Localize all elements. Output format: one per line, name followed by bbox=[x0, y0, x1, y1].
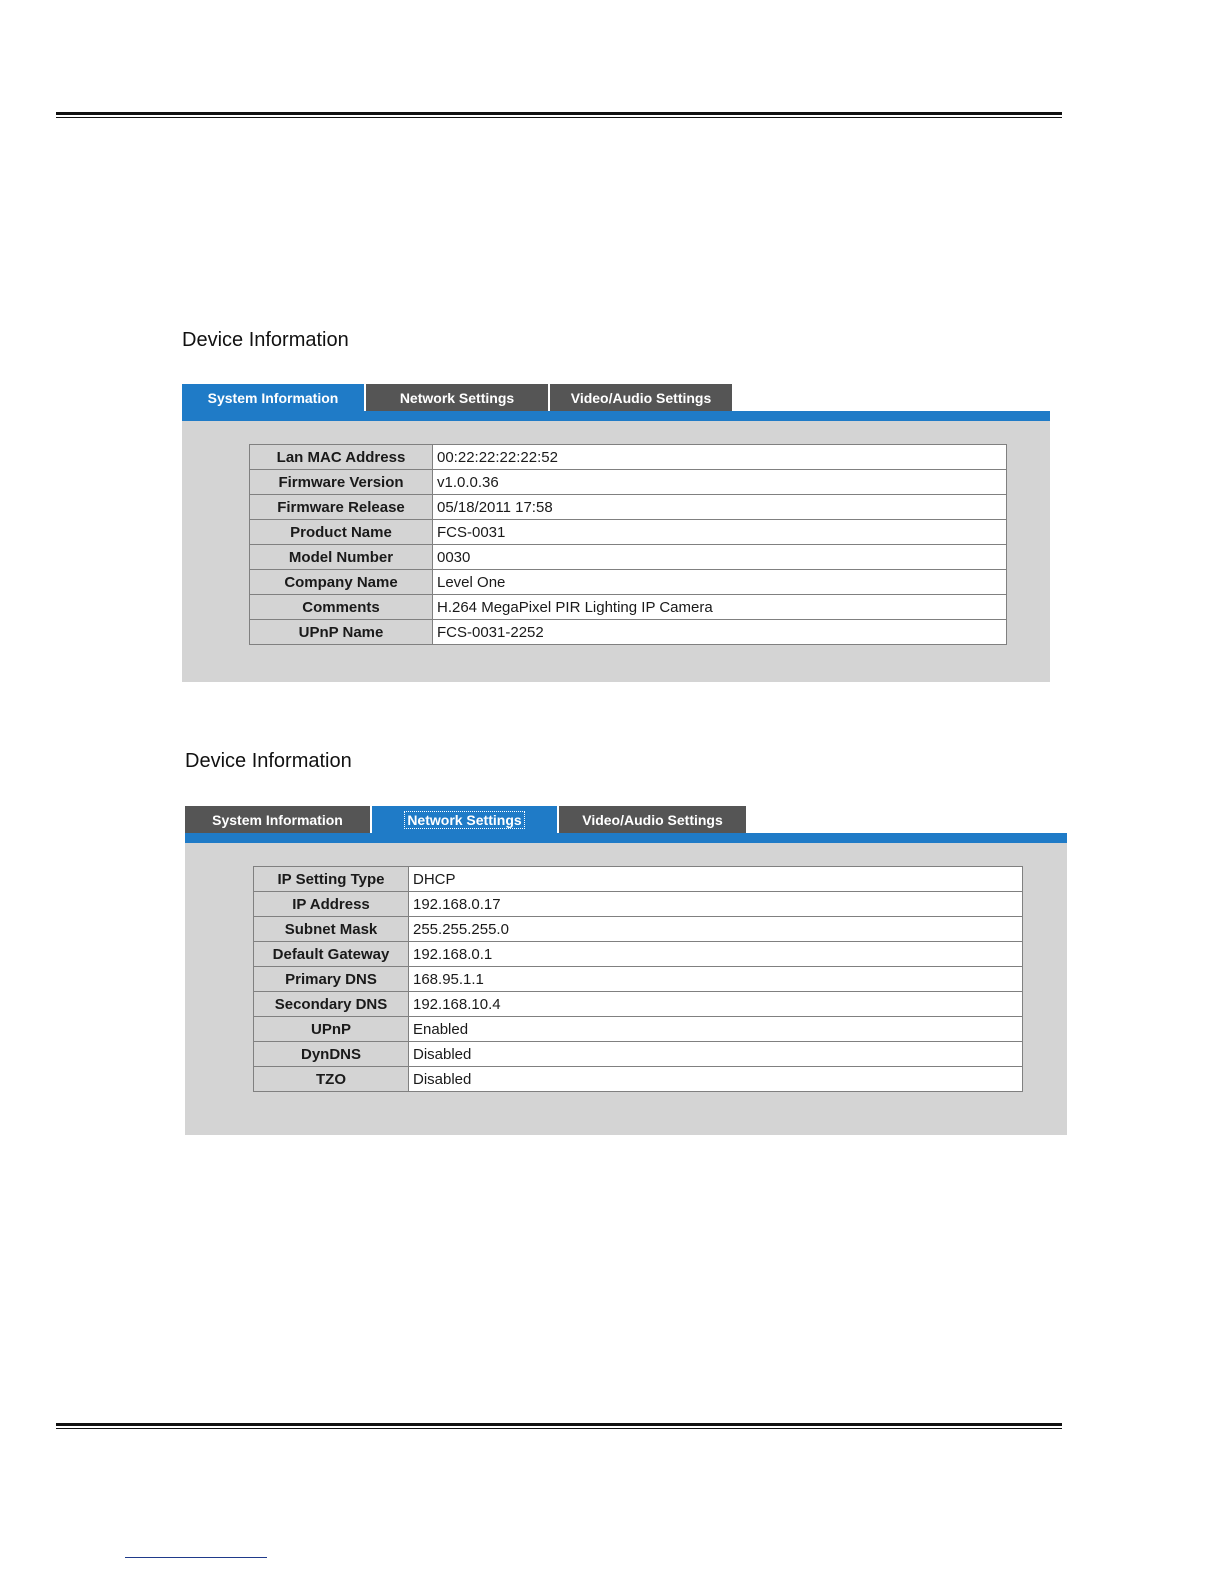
header-rule bbox=[56, 112, 1062, 118]
table-row bbox=[250, 445, 1007, 470]
row-value: 168.95.1.1 bbox=[409, 967, 1023, 992]
tab-video-audio-settings[interactable] bbox=[550, 384, 732, 412]
table-row bbox=[254, 1017, 1023, 1042]
row-label: Subnet Mask bbox=[254, 917, 409, 942]
tab-label: Network Settings bbox=[404, 811, 524, 829]
row-value: 192.168.10.4 bbox=[409, 992, 1023, 1017]
system-information-panel bbox=[182, 384, 1050, 682]
row-value: FCS-0031-2252 bbox=[433, 620, 1007, 645]
panel2-tab-underline bbox=[185, 833, 1067, 843]
tab-system-information[interactable] bbox=[185, 806, 370, 834]
row-value: v1.0.0.36 bbox=[433, 470, 1007, 495]
row-value: FCS-0031 bbox=[433, 520, 1007, 545]
row-value: Disabled bbox=[409, 1042, 1023, 1067]
table-row bbox=[250, 545, 1007, 570]
footer-link-underline bbox=[125, 1557, 267, 1558]
row-label: Firmware Version bbox=[250, 470, 433, 495]
row-value: 0030 bbox=[433, 545, 1007, 570]
row-label: Firmware Release bbox=[250, 495, 433, 520]
tab-label: Network Settings bbox=[399, 390, 515, 406]
tab-system-information[interactable] bbox=[182, 384, 364, 412]
row-value: Disabled bbox=[409, 1067, 1023, 1092]
tab-network-settings[interactable] bbox=[366, 384, 548, 412]
row-value: 192.168.0.1 bbox=[409, 942, 1023, 967]
table-row bbox=[254, 1042, 1023, 1067]
panel2-content bbox=[185, 843, 1067, 1135]
tab-video-audio-settings[interactable] bbox=[559, 806, 746, 834]
tab-label: System Information bbox=[207, 390, 339, 406]
row-label: IP Address bbox=[254, 892, 409, 917]
table-row bbox=[254, 992, 1023, 1017]
row-label: IP Setting Type bbox=[254, 867, 409, 892]
row-label: Product Name bbox=[250, 520, 433, 545]
table-row bbox=[250, 470, 1007, 495]
row-label: Comments bbox=[250, 595, 433, 620]
panel1-content bbox=[182, 421, 1050, 682]
row-value: 255.255.255.0 bbox=[409, 917, 1023, 942]
row-label: Primary DNS bbox=[254, 967, 409, 992]
table-row bbox=[254, 892, 1023, 917]
row-label: Model Number bbox=[250, 545, 433, 570]
row-value: 00:22:22:22:22:52 bbox=[433, 445, 1007, 470]
table-row bbox=[254, 917, 1023, 942]
row-label: TZO bbox=[254, 1067, 409, 1092]
row-value: H.264 MegaPixel PIR Lighting IP Camera bbox=[433, 595, 1007, 620]
row-value: Level One bbox=[433, 570, 1007, 595]
row-label: UPnP bbox=[254, 1017, 409, 1042]
network-settings-panel bbox=[185, 806, 1067, 1135]
tab-label: System Information bbox=[212, 812, 343, 828]
panel1-tab-underline bbox=[182, 411, 1050, 421]
panel2-tab-bar bbox=[185, 806, 748, 834]
row-value: 05/18/2011 17:58 bbox=[433, 495, 1007, 520]
table-row bbox=[250, 620, 1007, 645]
network-settings-table bbox=[253, 866, 1023, 1092]
tab-label: Video/Audio Settings bbox=[570, 390, 712, 406]
panel1-tab-bar bbox=[182, 384, 734, 412]
row-label: UPnP Name bbox=[250, 620, 433, 645]
footer-rule bbox=[56, 1423, 1062, 1429]
table-row bbox=[250, 520, 1007, 545]
tab-network-settings[interactable] bbox=[372, 806, 557, 834]
row-label: Company Name bbox=[250, 570, 433, 595]
table-row bbox=[254, 942, 1023, 967]
row-value: Enabled bbox=[409, 1017, 1023, 1042]
row-value: 192.168.0.17 bbox=[409, 892, 1023, 917]
table-row bbox=[254, 867, 1023, 892]
row-value: DHCP bbox=[409, 867, 1023, 892]
tab-label: Video/Audio Settings bbox=[582, 812, 723, 828]
system-info-table bbox=[249, 444, 1007, 645]
table-row bbox=[250, 570, 1007, 595]
row-label: DynDNS bbox=[254, 1042, 409, 1067]
table-row bbox=[250, 595, 1007, 620]
row-label: Default Gateway bbox=[254, 942, 409, 967]
row-label: Lan MAC Address bbox=[250, 445, 433, 470]
row-label: Secondary DNS bbox=[254, 992, 409, 1017]
table-row bbox=[250, 495, 1007, 520]
panel2-title: Device Information bbox=[185, 750, 352, 772]
panel1-title: Device Information bbox=[182, 329, 349, 351]
table-row bbox=[254, 1067, 1023, 1092]
table-row bbox=[254, 967, 1023, 992]
